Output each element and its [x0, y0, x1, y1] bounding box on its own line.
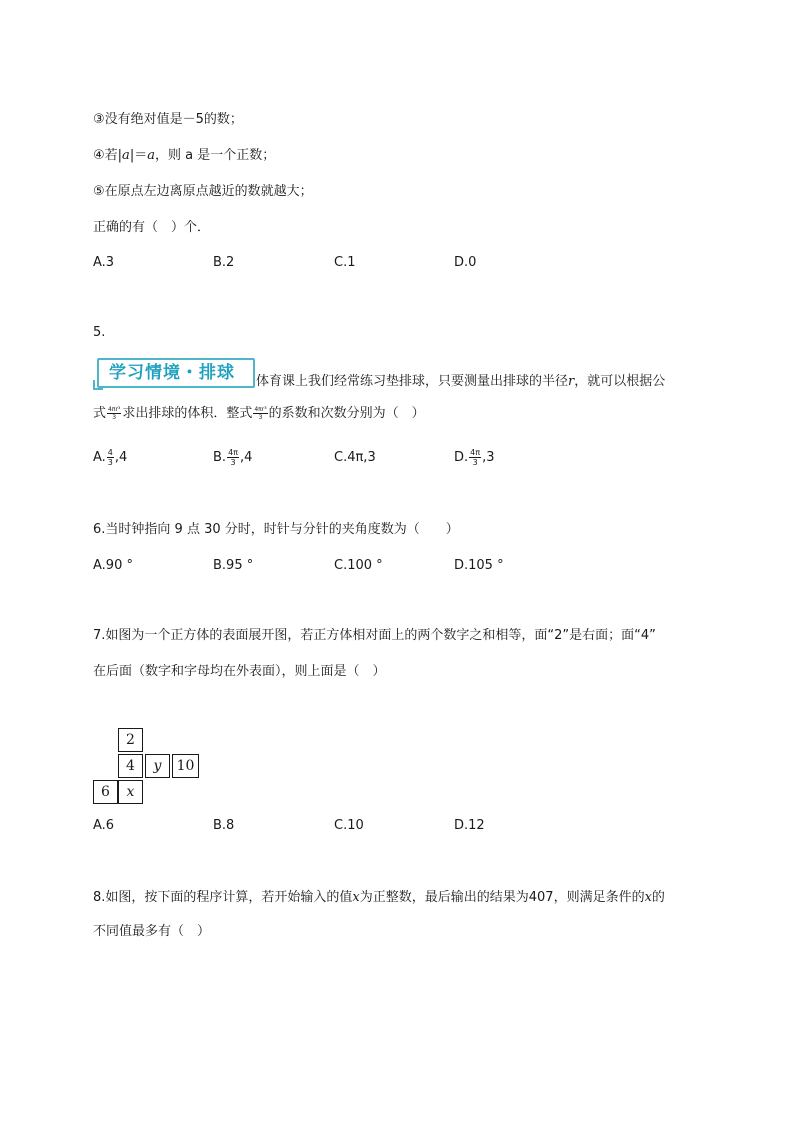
statement-5: ⑤在原点左边离原点越近的数就越大； [93, 184, 313, 199]
net-face-2: 2 [118, 728, 143, 752]
net-face-4: 4 [118, 754, 143, 778]
question-6-options [93, 556, 653, 576]
option-b[interactable]: B.95 ° [213, 558, 254, 573]
option-b[interactable]: B. $\frac{4\pi}{3}$ ,4 [213, 448, 253, 467]
net-face-x: x [118, 780, 143, 804]
option-d[interactable]: D.0 [454, 255, 477, 270]
option-a[interactable]: A.3 [93, 255, 115, 270]
question-5-options [93, 448, 653, 468]
question-5-line-1: 体育课上我们经常练习垫排球，只要测量出排球的半径r，就可以根据公 [256, 374, 666, 389]
cube-net-figure [93, 728, 203, 806]
statement-4: ④若|a|＝a，则 a 是一个正数； [93, 148, 276, 163]
question-4-options [93, 253, 653, 273]
volume-formula-2: $\frac{\text{4πr³}}{3}$ [254, 406, 267, 421]
question-4-prompt: 正确的有（ ）个． [93, 220, 211, 235]
option-a[interactable]: A.6 [93, 818, 115, 833]
question-5-number: 5. [93, 325, 106, 340]
question-7-line-2: 在后面（数字和字母均在外表面），则上面是（ ） [93, 664, 386, 679]
option-b[interactable]: B.2 [213, 255, 235, 270]
option-c[interactable]: C.10 [334, 818, 364, 833]
net-face-10: 10 [172, 754, 199, 778]
question-6-prompt: 6.当时钟指向 9 点 30 分时，时针与分针的夹角度数为（ ） [93, 522, 459, 537]
option-c[interactable]: C.100 ° [334, 558, 383, 573]
question-8-line-2: 不同值最多有（ ） [93, 924, 211, 939]
volume-formula: $\frac{\text{4πr³}}{3}$ [108, 406, 121, 421]
net-face-y: y [145, 754, 170, 778]
question-8-line-1: 8.如图，按下面的程序计算，若开始输入的值x为正整数，最后输出的结果为407，则满足条件的x的 [93, 890, 665, 905]
option-a[interactable]: A.90 ° [93, 558, 133, 573]
question-7-options [93, 816, 653, 836]
option-d[interactable]: D. $\frac{4\pi}{3}$ ,3 [454, 448, 495, 467]
net-face-6: 6 [93, 780, 118, 804]
option-a[interactable]: A. $\frac{4}{3}$ ,4 [93, 448, 128, 467]
option-d[interactable]: D.105 ° [454, 558, 504, 573]
option-c[interactable]: C.1 [334, 255, 356, 270]
option-d[interactable]: D.12 [454, 818, 485, 833]
question-7-line-1: 7.如图为一个正方体的表面展开图，若正方体相对面上的两个数字之和相等，面“2”是右面；面“4” [93, 628, 656, 643]
statement-3: ③没有绝对值是－5的数； [93, 112, 243, 127]
option-b[interactable]: B.8 [213, 818, 235, 833]
option-c[interactable]: C.4π,3 [334, 450, 376, 465]
question-5-line-2: 式 $\frac{\text{4πr³}}{3}$ 求出排球的体积．整式 $\frac{\text{4πr³}}{3}$ 的系数和次数分别为（ ） [93, 406, 425, 421]
situation-tag: 学习情境・排球 [97, 358, 255, 388]
